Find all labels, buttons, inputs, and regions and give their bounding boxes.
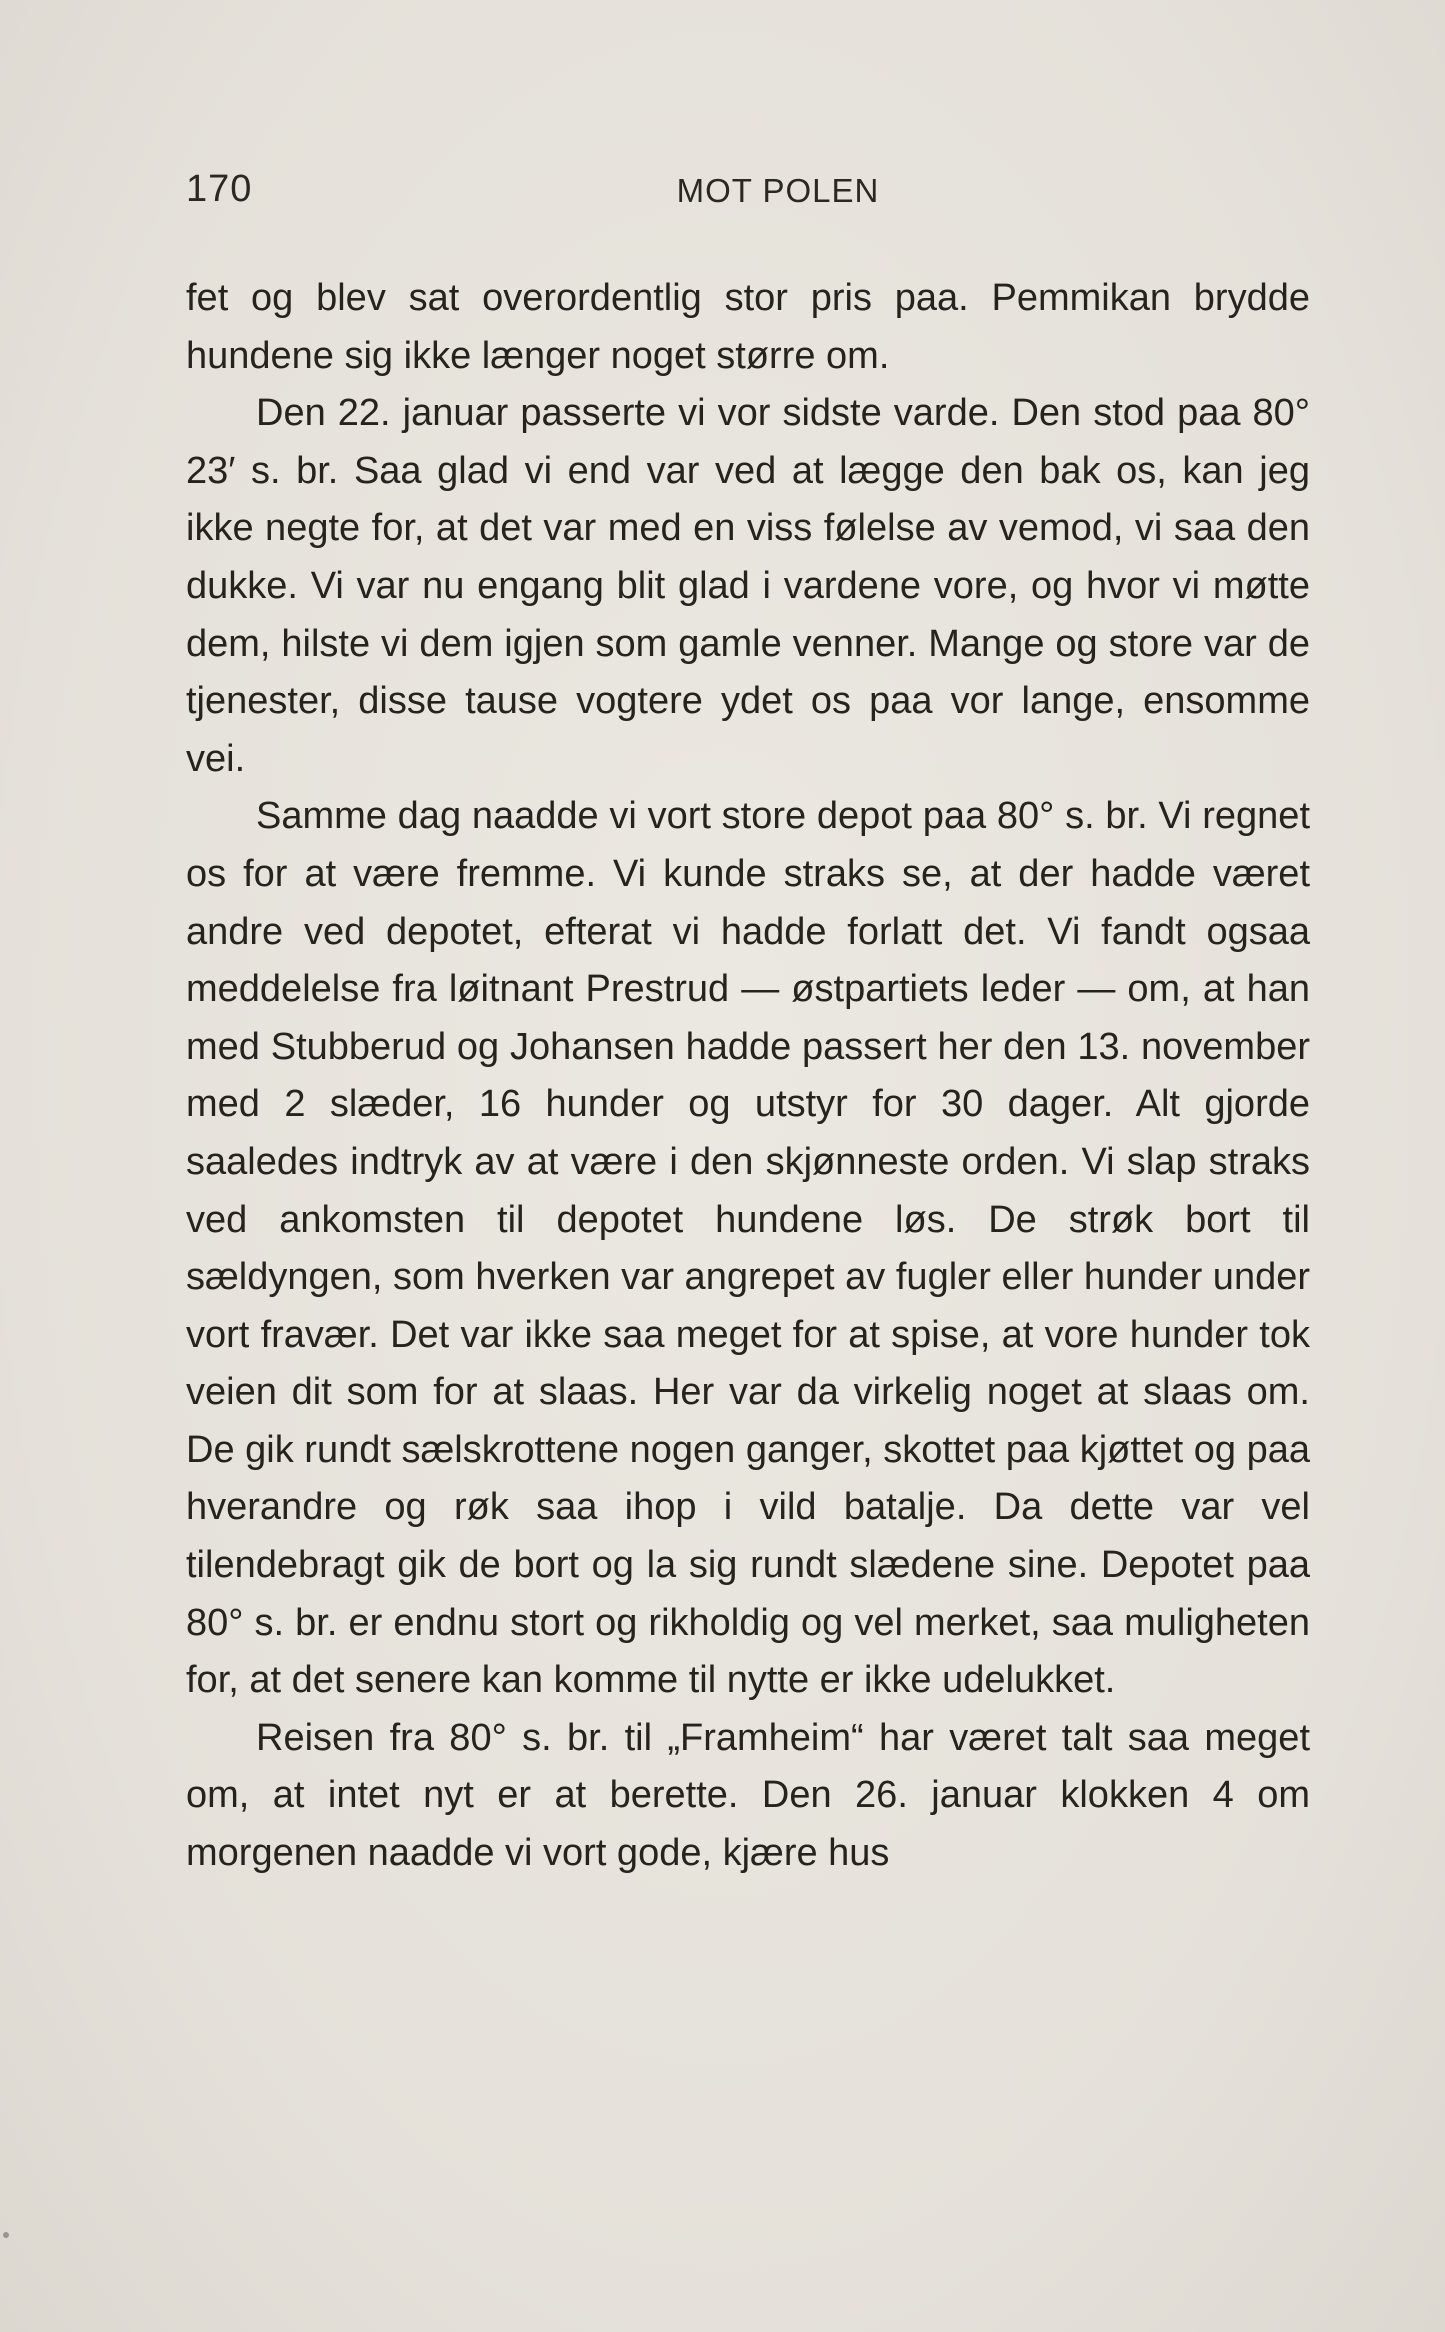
page-number: 170 <box>186 168 253 210</box>
paragraph: Den 22. januar passerte vi vor sidste varde. Den stod paa 80° 23′ s. br. Saa glad vi end var ved at lægge den bak os, kan jeg ikke negte for, at det var med en viss følelse av vemod, vi saa den dukke. Vi var nu engang blit glad i vardene vore, og hvor vi møtte dem, hilste vi dem igjen som gamle venner. Mange og store var de tjenester, disse tause vogtere ydet os paa vor lange, ensomme vei. <box>186 392 1310 780</box>
page-header <box>186 168 1310 218</box>
paragraph: Samme dag naadde vi vort store depot paa 80° s. br. Vi regnet os for at være fremme. Vi kunde straks se, at der hadde været andre ved depotet, efterat vi hadde forlatt det. Vi fandt ogsaa meddelelse fra løitnant Prestrud — østpartiets leder — om, at han med Stubberud og Johansen hadde passert her den 13. november med 2 slæder, 16 hunder og utstyr for 30 dager. Alt gjorde saaledes indtryk av at være i den skjønneste orden. Vi slap straks ved ankomsten til depotet hundene løs. De strøk bort til sældyngen, som hverken var angrepet av fugler eller hunder under vort fravær. Det var ikke saa meget for at spise, at vore hunder tok veien dit som for at slaas. Her var da virkelig noget at slaas om. De gik rundt sælskrottene nogen ganger, skottet paa kjøttet og paa hverandre og røk saa ihop i vild batalje. Da dette var vel tilendebragt gik de bort og la sig rundt slædene sine. Depotet paa 80° s. br. er endnu stort og rikholdig og vel merket, saa muligheten for, at det senere kan komme til nytte er ikke udelukket. <box>186 795 1310 1702</box>
paper-speck <box>3 2232 9 2238</box>
running-title: MOT POLEN <box>676 172 880 209</box>
body-text <box>186 270 1310 1883</box>
paragraph: fet og blev sat overordentlig stor pris paa. Pemmikan brydde hundene sig ikke længer noget større om. <box>186 277 1310 377</box>
paragraph: Reisen fra 80° s. br. til „Framheim“ har været talt saa meget om, at intet nyt er at berette. Den 26. januar klokken 4 om morgenen naadde vi vort gode, kjære hus <box>186 1716 1310 1875</box>
